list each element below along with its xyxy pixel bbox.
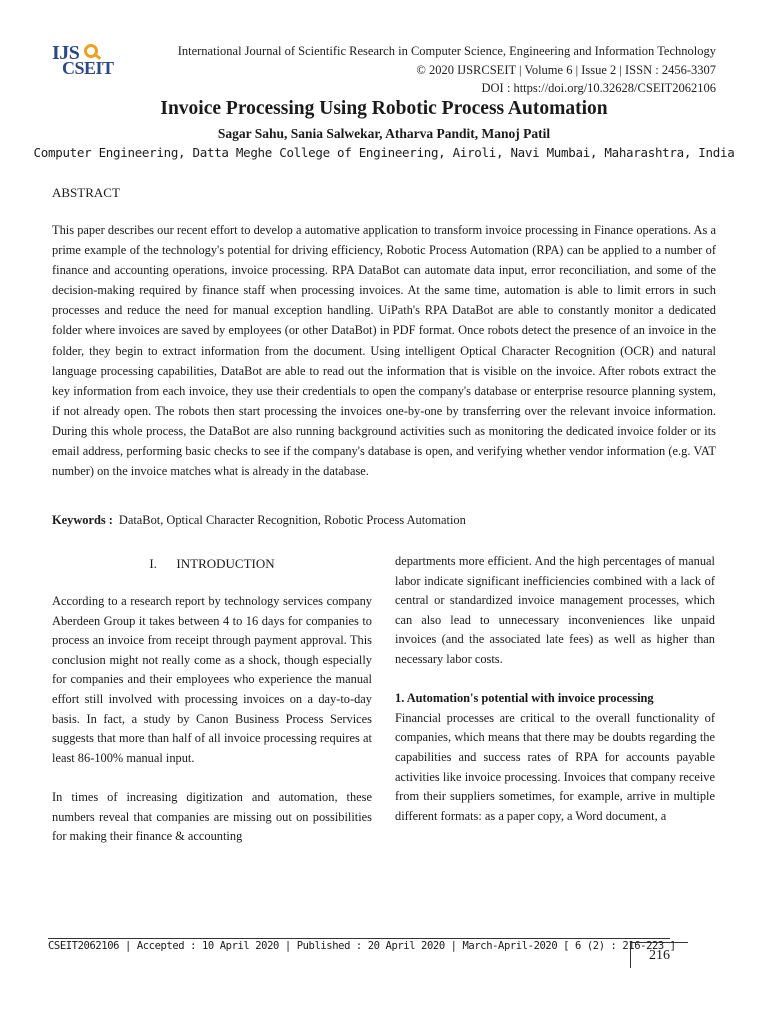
paragraph: According to a research report by technology services company Aberdeen Group it takes between 4 to 16 days for companies to process an invoice from receipt through payment approval. This conclusion might not really come as a shock, though especially for companies and their employees who experience the manual effort still involved with processing invoices on a day-to-day basis. In fact, a study by Canon Business Process Services suggests that more than half of all invoice processing requires at least 86-100% manual input. (52, 594, 372, 765)
abstract-text: This paper describes our recent effort to develop a automative application to transform invoice processing in Finance operations. As a prime example of the technology's potential for driving efficiency, Robotic Process Automation (RPA) can be applied to a number of finance and accounting operations, invoice processing. RPA DataBot can automate data input, error reconciliation, and some of the decision-making required by finance staff when processing invoices. At the same time, automation is able to limit errors in such processes and reduce the need for manual exception handling. UiPath's RPA DataBot are able to constantly monitor a dedicated folder where invoices are saved by employees (or other DataBot) in PDF format. Once robots detect the presence of an invoice in the folder, they begin to extract information from the document. Using intelligent Optical Character Recognition (OCR) and natural language processing capabilities, DataBot are able to read out the information that is visible on the invoice. After robots extract the key information from each invoice, they use their credentials to open the company's database or enterprise resource planning system, if not already open. The robots then start processing the invoices one-by-one by transferring over the relevant invoice information. During this whole process, the DataBot are also running background activities such as monitoring the dedicated invoice folder or its email address, performing basic checks to see if the company's database is open, and verifying whether vendor information (e.g. VAT number) on the invoice matches what is already in the database. (52, 223, 716, 479)
journal-logo (48, 40, 116, 84)
logo-text-top: IJS (52, 42, 80, 64)
gear-icon (84, 44, 98, 58)
logo-text-bottom: CSEIT (62, 58, 114, 78)
journal-header (116, 42, 716, 98)
footer-citation: CSEIT2062106 | Accepted : 10 April 2020 | Published : 20 April 2020 | March-April-2020 [ 6 (2) : 216-223 ] (48, 940, 676, 952)
right-column (395, 552, 715, 826)
paper-authors: Sagar Sahu, Sania Salwekar, Atharva Pandit, Manoj Patil (217, 126, 551, 141)
doi-line: DOI : https://doi.org/10.32628/CSEIT2062106 (481, 81, 716, 95)
paper-title: Invoice Processing Using Robotic Process Automation (160, 98, 608, 119)
section-heading-introduction: I. INTRODUCTION (149, 556, 275, 571)
paper-affiliation: Computer Engineering, Datta Meghe College of Engineering, Airoli, Navi Mumbai, Maharashtra, India (33, 145, 735, 160)
paragraph: In times of increasing digitization and automation, these numbers reveal that companies are missing out on possibilities for making their finance & accounting (52, 789, 372, 844)
journal-name: International Journal of Scientific Research in Computer Science, Engineering and Information Technology (177, 44, 716, 58)
paragraph: Financial processes are critical to the overall functionality of companies, which means that there may be doubts regarding the capabilities and success rates of RPA for accounts payable activities like invoice processing. Invoices that company receive from their suppliers sometimes, for example, arrive in multiple different formats: as a paper copy, a Word document, a (395, 710, 715, 823)
subsection-heading: 1. Automation's potential with invoice processing (395, 691, 654, 706)
paragraph: departments more efficient. And the high percentages of manual labor indicate significant inefficiencies combined with a lack of central or standardized invoice management processes, which can also lead to unnecessary inconveniences like unpaid invoices (and the associated late fees) as well as higher than necessary labor costs. (395, 554, 715, 666)
keywords (52, 513, 466, 528)
volume-line: © 2020 IJSRCSEIT | Volume 6 | Issue 2 | ISSN : 2456-3307 (416, 62, 716, 77)
page-number: 216 (630, 942, 688, 968)
left-column (52, 592, 372, 847)
keywords-list: DataBot, Optical Character Recognition, Robotic Process Automation (118, 513, 466, 527)
abstract-heading: ABSTRACT (52, 185, 120, 200)
footer-divider (48, 938, 670, 939)
keywords-label: Keywords : (52, 513, 113, 527)
